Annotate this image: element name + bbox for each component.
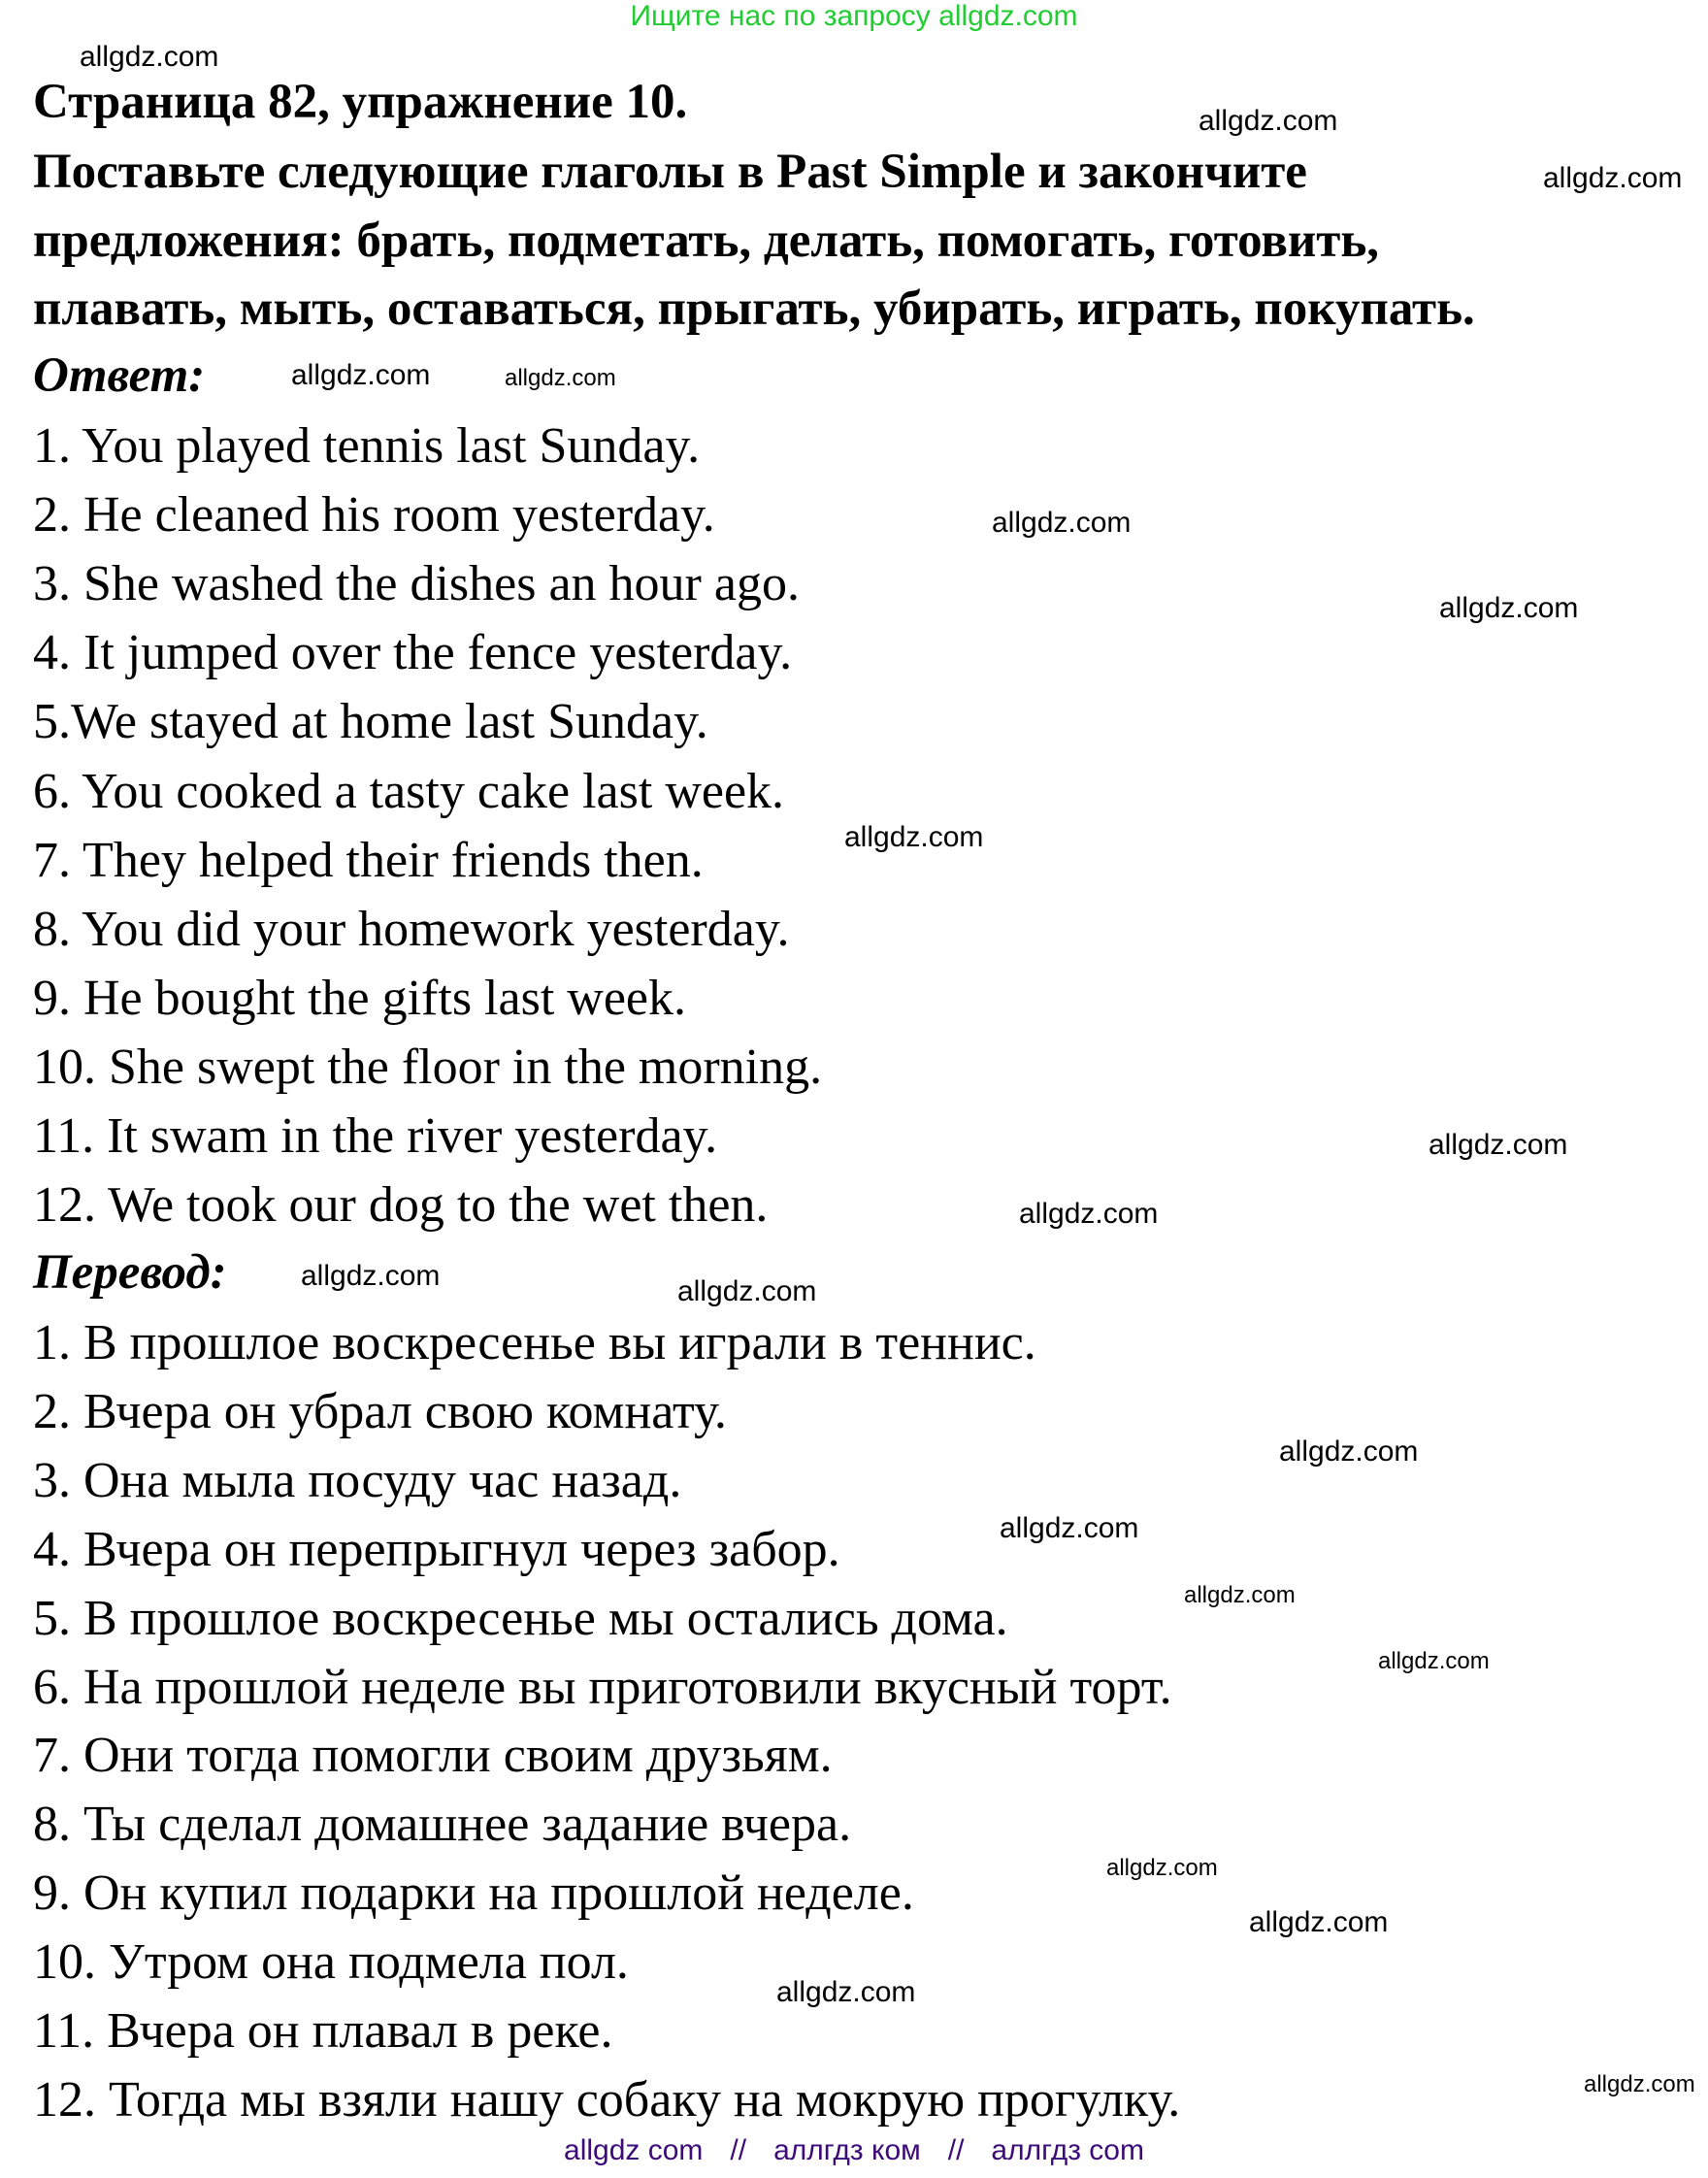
watermark: allgdz.com xyxy=(1543,162,1683,194)
answer-heading: Ответ: xyxy=(33,348,206,403)
answer-line: 9. He bought the gifts last week. xyxy=(33,970,686,1026)
search-hint-link[interactable]: Ищите нас по запросу allgdz.com xyxy=(630,0,1078,32)
watermark: allgdz.com xyxy=(776,1976,916,2008)
watermark: allgdz.com xyxy=(1019,1198,1159,1230)
answer-line: 1. You played tennis last Sunday. xyxy=(33,418,701,474)
translation-heading: Перевод: xyxy=(33,1245,227,1300)
answer-line: 6. You cooked a tasty cake last week. xyxy=(33,763,785,819)
task-text-line: плавать, мыть, оставаться, прыгать, убирать, играть, покупать. xyxy=(33,281,1475,336)
bottom-link-cyrillic[interactable]: аллгдз ком xyxy=(773,2134,921,2166)
watermark: allgdz.com xyxy=(1249,1906,1389,1938)
translation-line: 10. Утром она подмела пол. xyxy=(33,1934,629,1991)
watermark: allgdz.com xyxy=(1106,1855,1218,1881)
translation-line: 8. Ты сделал домашнее задание вчера. xyxy=(33,1797,852,1853)
translation-line: 1. В прошлое воскресенье вы играли в теннис. xyxy=(33,1315,1036,1370)
translation-line: 5. В прошлое воскресенье мы остались дома. xyxy=(33,1590,1008,1646)
translation-line: 6. На прошлой неделе вы приготовили вкусный торт. xyxy=(33,1659,1172,1715)
bottom-link-mixed[interactable]: аллгдз com xyxy=(991,2134,1144,2166)
translation-line: 7. Они тогда помогли своим друзьям. xyxy=(33,1728,833,1784)
answer-line: 7. They helped their friends then. xyxy=(33,832,704,888)
translation-line: 11. Вчера он плавал в реке. xyxy=(33,2003,613,2059)
watermark: allgdz.com xyxy=(301,1260,441,1292)
watermark: allgdz.com xyxy=(677,1275,817,1307)
page-title: Страница 82, упражнение 10. xyxy=(33,75,688,129)
task-text-line: Поставьте следующие глаголы в Past Simple и закончите xyxy=(33,145,1307,199)
watermark: allgdz.com xyxy=(1199,105,1338,137)
watermark: allgdz.com xyxy=(992,507,1132,539)
answer-line: 2. He cleaned his room yesterday. xyxy=(33,487,715,544)
answer-line: 11. It swam in the river yesterday. xyxy=(33,1108,718,1164)
answer-line: 4. It jumped over the fence yesterday. xyxy=(33,625,793,681)
watermark: allgdz.com xyxy=(1439,592,1579,624)
translation-line: 9. Он купил подарки на прошлой неделе. xyxy=(33,1865,914,1922)
watermark: allgdz.com xyxy=(505,365,616,391)
watermark: allgdz.com xyxy=(1184,1582,1296,1608)
watermark: allgdz.com xyxy=(80,41,219,73)
answer-line: 3. She washed the dishes an hour ago. xyxy=(33,556,800,612)
separator: // xyxy=(947,2134,965,2166)
translation-line: 12. Тогда мы взяли нашу собаку на мокрую прогулку. xyxy=(33,2071,1181,2128)
bottom-link-allgdz[interactable]: allgdz com xyxy=(564,2134,704,2166)
watermark: allgdz.com xyxy=(844,821,984,853)
translation-line: 3. Она мыла посуду час назад. xyxy=(33,1452,682,1508)
bottom-links xyxy=(0,2134,1708,2167)
watermark: allgdz.com xyxy=(1000,1512,1139,1544)
answer-line: 10. She swept the floor in the morning. xyxy=(33,1039,823,1095)
answer-line: 8. You did your homework yesterday. xyxy=(33,901,790,957)
watermark: allgdz.com xyxy=(1429,1129,1568,1161)
answer-line: 5.We stayed at home last Sunday. xyxy=(33,694,708,750)
watermark: allgdz.com xyxy=(1378,1648,1490,1674)
translation-line: 2. Вчера он убрал свою комнату. xyxy=(33,1383,727,1439)
separator: // xyxy=(730,2134,747,2166)
answer-line: 12. We took our dog to the wet then. xyxy=(33,1177,769,1234)
translation-line: 4. Вчера он перепрыгнул через забор. xyxy=(33,1521,840,1577)
watermark: allgdz.com xyxy=(291,359,431,391)
watermark: allgdz.com xyxy=(1279,1436,1419,1468)
watermark: allgdz.com xyxy=(1584,2071,1695,2097)
task-text-line: предложения: брать, подметать, делать, помогать, готовить, xyxy=(33,214,1380,268)
